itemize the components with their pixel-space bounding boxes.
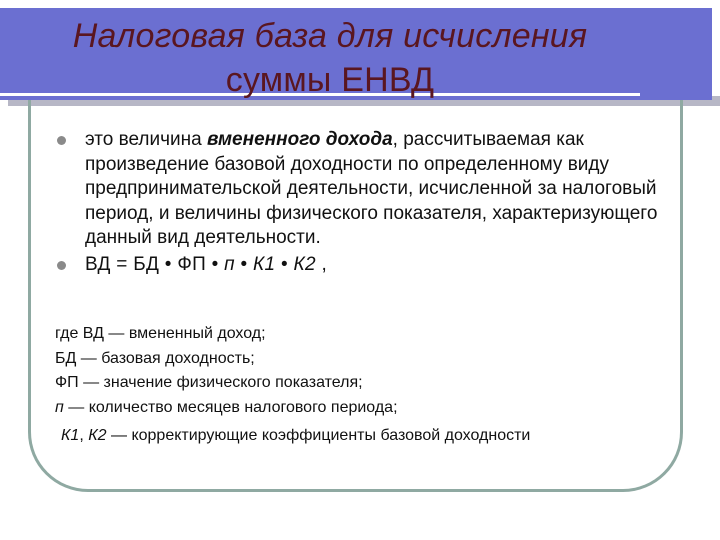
- formula-part-3: •: [275, 253, 294, 275]
- definition-emphasis: вмененного дохода: [206, 129, 393, 150]
- note-k-sep: ,: [79, 427, 89, 444]
- slide-title: [30, 14, 630, 102]
- note-vd: где ВД — вмененный доход;: [55, 325, 266, 342]
- note-k2: К2: [88, 427, 107, 444]
- formula-part-4: ,: [315, 253, 328, 275]
- note-bd: БД — базовая доходность;: [55, 349, 255, 367]
- note-fp: ФП — значение физического показателя;: [55, 374, 363, 391]
- formula-bullet: [55, 253, 675, 278]
- formula-k1: К1: [253, 253, 276, 275]
- title-line-1: Налоговая база для исчисления: [72, 17, 588, 55]
- bullet-dot-icon: [57, 261, 66, 270]
- title-line-2: суммы ЕНВД: [225, 61, 435, 99]
- formula-part-2: •: [234, 253, 254, 275]
- definition-rest: , рассчитываемая как произведение базовой доходности по определенному виду предпринимательской деятельности, исчисленной за налоговый период, и величины физического показателя, характеризующего данный вид деятельности.: [85, 129, 658, 248]
- note-k: [55, 424, 685, 449]
- note-n-text: — количество месяцев налогового периода;: [63, 398, 398, 416]
- note-k-text: — корректирующие коэффициенты базовой доходности: [106, 427, 531, 444]
- note-n: [55, 396, 685, 421]
- formula-part-1: ВД = БД • ФП •: [85, 253, 225, 275]
- bullet-dot-icon: [57, 136, 66, 145]
- note-n-var: п: [55, 398, 64, 416]
- note-k1: К1: [61, 427, 80, 444]
- definition-bullet: [55, 128, 675, 251]
- content-body: [55, 128, 675, 277]
- definition-prefix: это величина: [85, 129, 207, 150]
- formula-notes: [55, 322, 685, 449]
- formula-k2: К2: [293, 253, 316, 275]
- formula-n: п: [224, 253, 235, 275]
